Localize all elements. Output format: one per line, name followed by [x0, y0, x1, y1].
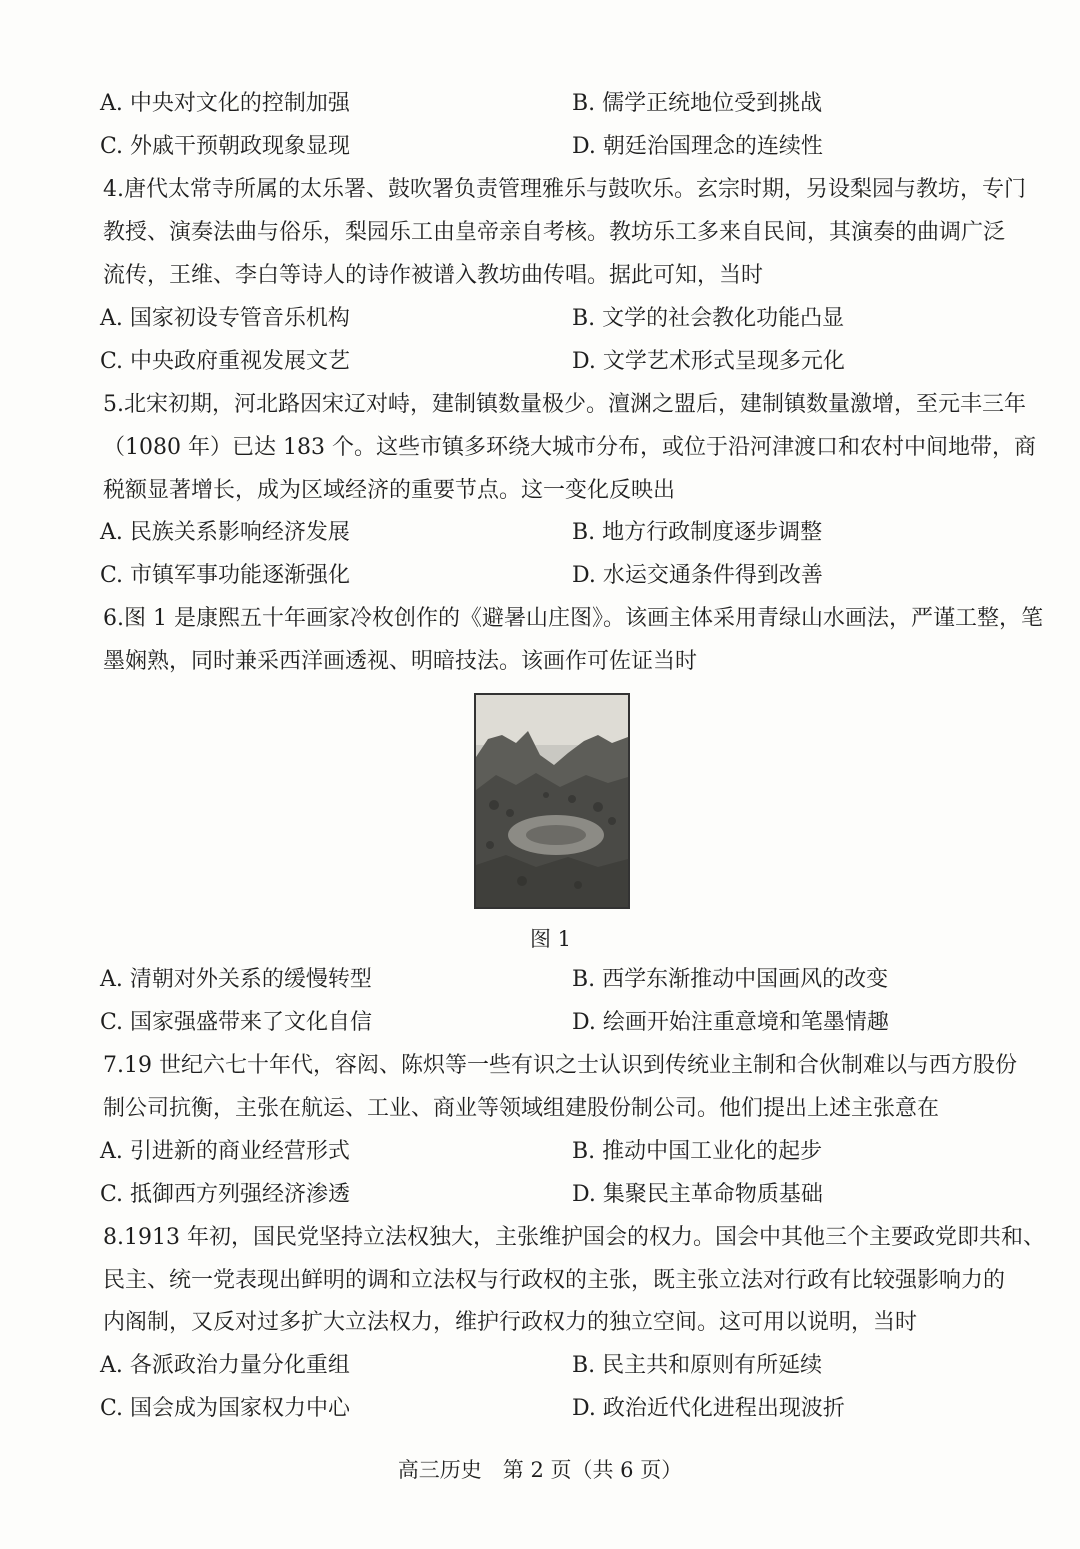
q4-stem-line-3: 流传，王维、李白等诗人的诗作被谱入教坊曲传唱。据此可知，当时 [103, 263, 764, 288]
landscape-painting-figure [474, 693, 630, 909]
q3-option-b: B. 儒学正统地位受到挑战 [572, 91, 823, 116]
figure-caption: 图 1 [530, 927, 572, 951]
q7-option-d: D. 集聚民主革命物质基础 [572, 1182, 823, 1207]
q6-stem-line-1: 6.图 1 是康熙五十年画家冷枚创作的《避暑山庄图》。该画主体采用青绿山水画法，严谨工整，笔 [103, 606, 1043, 631]
q5-option-d: D. 水运交通条件得到改善 [572, 563, 823, 588]
q8-stem-line-3: 内阁制，又反对过多扩大立法权力，维护行政权力的独立空间。这可用以说明，当时 [103, 1310, 918, 1335]
q7-stem-line-2: 制公司抗衡，主张在航运、工业、商业等领域组建股份制公司。他们提出上述主张意在 [103, 1096, 940, 1121]
q4-stem-line-1: 4.唐代太常寺所属的太乐署、鼓吹署负责管理雅乐与鼓吹乐。玄宗时期，另设梨园与教坊，专门 [103, 177, 1026, 202]
q5-option-a: A. 民族关系影响经济发展 [100, 520, 350, 545]
q5-option-b: B. 地方行政制度逐步调整 [572, 520, 823, 545]
q8-option-a: A. 各派政治力量分化重组 [100, 1353, 350, 1378]
q8-stem-line-1: 8.1913 年初，国民党坚持立法权独大，主张维护国会的权力。国会中其他三个主要政党即共和、 [103, 1225, 1045, 1250]
q5-option-c: C. 市镇军事功能逐渐强化 [100, 563, 351, 588]
q8-option-d: D. 政治近代化进程出现波折 [572, 1396, 845, 1421]
q7-option-b: B. 推动中国工业化的起步 [572, 1139, 823, 1164]
q4-option-b: B. 文学的社会教化功能凸显 [572, 306, 845, 331]
q8-stem-line-2: 民主、统一党表现出鲜明的调和立法权与行政权的主张，既主张立法对行政有比较强影响力的 [103, 1268, 1006, 1293]
q6-option-b: B. 西学东渐推动中国画风的改变 [572, 967, 889, 992]
q6-option-c: C. 国家强盛带来了文化自信 [100, 1010, 373, 1035]
q8-option-b: B. 民主共和原则有所延续 [572, 1353, 823, 1378]
q7-stem-line-1: 7.19 世纪六七十年代，容闳、陈炽等一些有识之士认识到传统业主制和合伙制难以与西方股份 [103, 1053, 1017, 1078]
q6-stem-line-2: 墨娴熟，同时兼采西洋画透视、明暗技法。该画作可佐证当时 [103, 649, 698, 674]
page-footer: 高三历史 第 2 页（共 6 页） [397, 1458, 683, 1482]
q6-option-d: D. 绘画开始注重意境和笔墨情趣 [572, 1010, 889, 1035]
q4-option-c: C. 中央政府重视发展文艺 [100, 349, 351, 374]
q5-stem-line-2: （1080 年）已达 183 个。这些市镇多环绕大城市分布，或位于沿河津渡口和农村中间地带，商 [103, 435, 1036, 460]
q5-stem-line-3: 税额显著增长，成为区域经济的重要节点。这一变化反映出 [103, 478, 676, 503]
q4-option-d: D. 文学艺术形式呈现多元化 [572, 349, 845, 374]
q8-option-c: C. 国会成为国家权力中心 [100, 1396, 351, 1421]
q3-option-c: C. 外戚干预朝政现象显现 [100, 134, 351, 159]
painting-image [476, 695, 628, 907]
q6-option-a: A. 清朝对外关系的缓慢转型 [100, 967, 372, 992]
q3-option-a: A. 中央对文化的控制加强 [100, 91, 350, 116]
q4-stem-line-2: 教授、演奏法曲与俗乐，梨园乐工由皇帝亲自考核。教坊乐工多来自民间，其演奏的曲调广泛 [103, 220, 1006, 245]
q5-stem-line-1: 5.北宋初期，河北路因宋辽对峙，建制镇数量极少。澶渊之盟后，建制镇数量激增，至元丰三年 [103, 392, 1026, 417]
q7-option-c: C. 抵御西方列强经济渗透 [100, 1182, 351, 1207]
q7-option-a: A. 引进新的商业经营形式 [100, 1139, 350, 1164]
q4-option-a: A. 国家初设专管音乐机构 [100, 306, 350, 331]
q3-option-d: D. 朝廷治国理念的连续性 [572, 134, 823, 159]
